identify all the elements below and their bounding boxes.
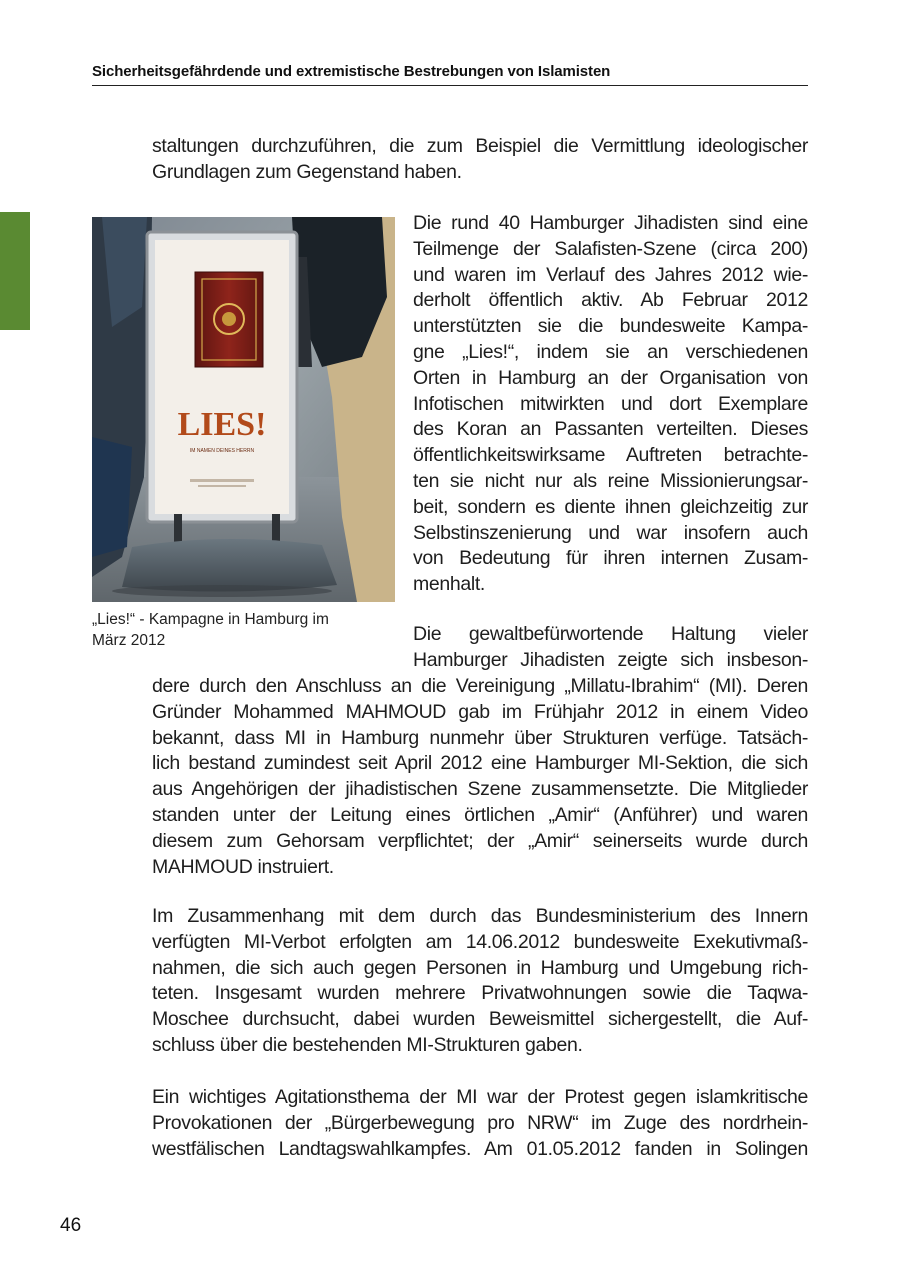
text-line: dere durch den Anschluss an die Vereinigung „Millatu-Ibrahim“ (MI). Deren [152, 675, 808, 697]
figure-caption [92, 609, 382, 651]
text-line: derholt öffentlich aktiv. Ab Februar 2012 [413, 289, 808, 312]
text-line: und waren im Verlauf des Jahres 2012 wie- [413, 263, 808, 286]
text-line: schluss über die bestehenden MI-Strukturen gaben. [152, 1033, 583, 1056]
poster-title: LIES! [177, 406, 267, 443]
poster-subtitle: IM NAMEN DEINES HERRN [189, 448, 255, 454]
text-line: Grundlagen zum Gegenstand haben. [152, 160, 462, 183]
column-paragraph [413, 211, 808, 598]
text-line: Orten in Hamburg an der Organisation von [413, 366, 808, 389]
text-line: staltungen durchzuführen, die zum Beispiel die Vermittlung ideologischer [152, 135, 808, 157]
caption-line: März 2012 [92, 632, 166, 649]
text-line: Provokationen der „Bürgerbewegung pro NRW“ im Zuge des nordrhein- [152, 1111, 808, 1134]
page-number: 46 [60, 1215, 82, 1236]
text-line: Die rund 40 Hamburger Jihadisten sind eine [413, 212, 808, 234]
text-line: Teilmenge der Salafisten-Szene (circa 200) [413, 237, 808, 260]
text-line: gne „Lies!“, indem sie an verschiedenen [413, 340, 808, 363]
text-line: Infotischen mitwirkten und dort Exemplare [413, 392, 808, 415]
photo-illustration [92, 217, 395, 602]
text-line: beit, sondern es diente ihnen gleichzeitig zur [413, 495, 808, 518]
text-line: MAHMOUD instruiert. [152, 855, 334, 878]
text-line: westfälischen Landtagswahlkampfes. Am 01.05.2012 fanden in Solingen [152, 1137, 808, 1160]
intro-paragraph [152, 134, 808, 186]
text-line: teten. Insgesamt wurden mehrere Privatwohnungen sowie die Taqwa- [152, 982, 808, 1005]
text-line: Selbstinszenierung und war insofern auch [413, 521, 808, 544]
text-line: Hamburger Jihadisten zeigte sich insbeson- [413, 648, 808, 671]
text-line: aus Angehörigen der jihadistischen Szene zusammensetzte. Die Mitglieder [152, 778, 808, 801]
header-rule [92, 85, 808, 86]
running-header: Sicherheitsgefährdende und extremistische Bestrebungen von Islamisten [92, 63, 611, 80]
text-line: bekannt, dass MI in Hamburg nunmehr über Strukturen verfüge. Tatsäch- [152, 726, 808, 749]
paragraph-millatu-ibrahim [152, 674, 808, 880]
text-line: Im Zusammenhang mit dem durch das Bundesministerium des Innern [152, 905, 808, 927]
text-line: öffentlichkeitswirksame Auftreten betrachte- [413, 444, 808, 467]
chapter-marker-tab [0, 212, 30, 330]
paragraph-mi-verbot [152, 904, 808, 1059]
text-line: ten sie nicht nur als reine Missionierungsar- [413, 469, 808, 492]
caption-line: „Lies!“ - Kampagne in Hamburg im [92, 611, 329, 628]
text-line: menhalt. [413, 573, 485, 596]
text-line: diesem zum Gehorsam verpflichtet; der „Amir“ seinerseits wurde durch [152, 829, 808, 852]
text-line: von Bedeutung für ihren internen Zusam- [413, 547, 808, 570]
text-line: Gründer Mohammed MAHMOUD gab im Frühjahr 2012 in einem Video [152, 700, 808, 723]
text-line: Die gewaltbefürwortende Haltung vieler [413, 623, 808, 645]
paragraph-agitation [152, 1085, 808, 1162]
text-line: des Koran an Passanten verteilten. Dieses [413, 418, 808, 441]
column-paragraph-2 [413, 622, 808, 674]
text-line: verfügten MI-Verbot erfolgten am 14.06.2012 bundesweite Exekutivmaß- [152, 930, 808, 953]
lies-campaign-photo [92, 217, 395, 602]
text-line: Ein wichtiges Agitationsthema der MI war der Protest gegen islamkritische [152, 1086, 808, 1108]
text-line: lich bestand zumindest seit April 2012 eine Hamburger MI-Sektion, die sich [152, 752, 808, 775]
text-line: unterstützten sie die bundesweite Kampa- [413, 315, 808, 338]
text-line: Moschee durchsucht, dabei wurden Beweismittel sichergestellt, die Auf- [152, 1008, 808, 1031]
text-line: standen unter der Leitung eines örtlichen „Amir“ (Anführer) und waren [152, 803, 808, 826]
text-line: nahmen, die sich auch gegen Personen in Hamburg und Umgebung rich- [152, 956, 808, 979]
